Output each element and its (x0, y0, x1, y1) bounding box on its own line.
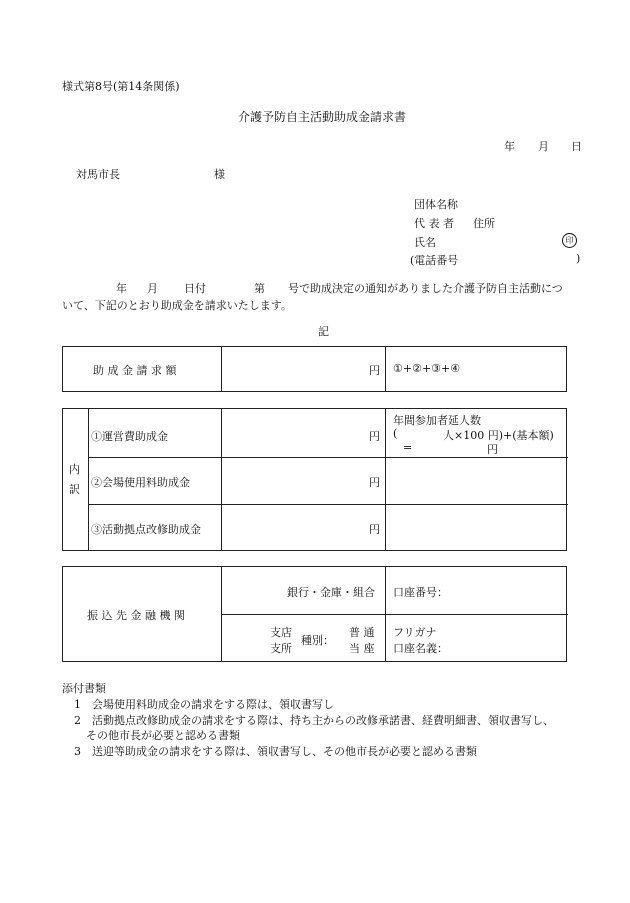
request-amount-table (62, 346, 567, 392)
date-day: 日 (571, 140, 582, 153)
breakdown-row-label: ③活動拠点改修助成金 (91, 523, 201, 536)
calc-yen: 円 (487, 443, 498, 456)
breakdown-row-label: ②会場使用料助成金 (91, 476, 190, 489)
date-month: 月 (538, 140, 549, 153)
breakdown-row-yen: 円 (369, 430, 380, 443)
date-year: 年 (504, 140, 515, 153)
representative-label: 代 表 者 (414, 217, 454, 230)
body-month: 月 (147, 282, 158, 295)
divider (221, 347, 222, 391)
phone-label: (電話番号 (410, 254, 459, 267)
account-holder-label: 口座名義： (393, 642, 448, 655)
account-type-option: 当 座 (349, 642, 375, 655)
seal-label: 印 (562, 233, 577, 248)
body-text-1: 号で助成決定の通知がありました介護予防自主活動につ (288, 282, 563, 295)
divider (221, 614, 568, 615)
branch-label: 支所 (270, 642, 292, 655)
breakdown-table (62, 408, 567, 551)
group-name-label: 団体名称 (414, 198, 458, 211)
form-number: 様式第8号(第14条関係) (62, 80, 180, 93)
calc-open: ( (393, 427, 398, 440)
breakdown-row-yen: 円 (369, 523, 380, 536)
account-number-label: 口座番号： (393, 586, 448, 599)
breakdown-side-label: 訳 (69, 483, 80, 496)
bank-table (62, 566, 567, 662)
ki-label: 記 (318, 325, 329, 338)
bank-label: 振 込 先 金 融 機 関 (87, 609, 185, 622)
name-label: 氏名 (414, 236, 436, 249)
attachment-item: 2 活動拠点改修助成金の請求をする際は、持ち主からの改修承諾書、経費明細書、領収書写し、 (74, 714, 554, 727)
body-day: 日付 (184, 282, 206, 295)
attachments-heading: 添付書類 (62, 682, 106, 695)
account-type-label: 種別： (301, 634, 334, 647)
attachment-item: 1 会場使用料助成金の請求をする際は、領収書写し (74, 698, 334, 711)
calc-title: 年間参加者延人数 (393, 414, 481, 427)
request-amount-yen: 円 (369, 364, 380, 377)
divider (88, 504, 568, 505)
breakdown-side-label: 内 (69, 463, 80, 476)
page-title: 介護予防自主活動助成金請求書 (238, 110, 407, 124)
body-year: 年 (116, 282, 127, 295)
divider (88, 457, 568, 458)
attachment-item: 3 送迎等助成金の請求をする際は、領収書写し、その他市長が必要と認める書類 (74, 745, 477, 758)
body-text-2: いて、下記のとおり助成金を請求いたします。 (62, 299, 292, 312)
divider (385, 347, 386, 391)
furigana-label: フリガナ (393, 626, 437, 639)
calc-formula: 人×100 円)+(基本額) (443, 429, 554, 442)
bank-institution: 銀行・金庫・組合 (287, 586, 375, 599)
body-no: 第 (254, 282, 265, 295)
account-type-option: 普 通 (349, 626, 375, 639)
request-amount-formula: ①+②+③+④ (393, 362, 461, 375)
addressee-honorific: 様 (214, 168, 225, 181)
attachment-item-continued: その他市長が必要と認める書類 (86, 729, 240, 742)
seal-mark (562, 233, 577, 248)
calc-equals: = (403, 441, 413, 454)
address-label: 住所 (473, 217, 495, 230)
divider (221, 409, 222, 550)
addressee-name: 対馬市長 (76, 168, 120, 181)
request-amount-label: 助 成 金 請 求 額 (93, 364, 177, 377)
divider (88, 409, 89, 550)
divider (385, 409, 386, 550)
breakdown-row-yen: 円 (369, 476, 380, 489)
branch-label: 支店 (270, 626, 292, 639)
phone-close: ) (576, 252, 581, 265)
breakdown-row-label: ①運営費助成金 (91, 430, 168, 443)
